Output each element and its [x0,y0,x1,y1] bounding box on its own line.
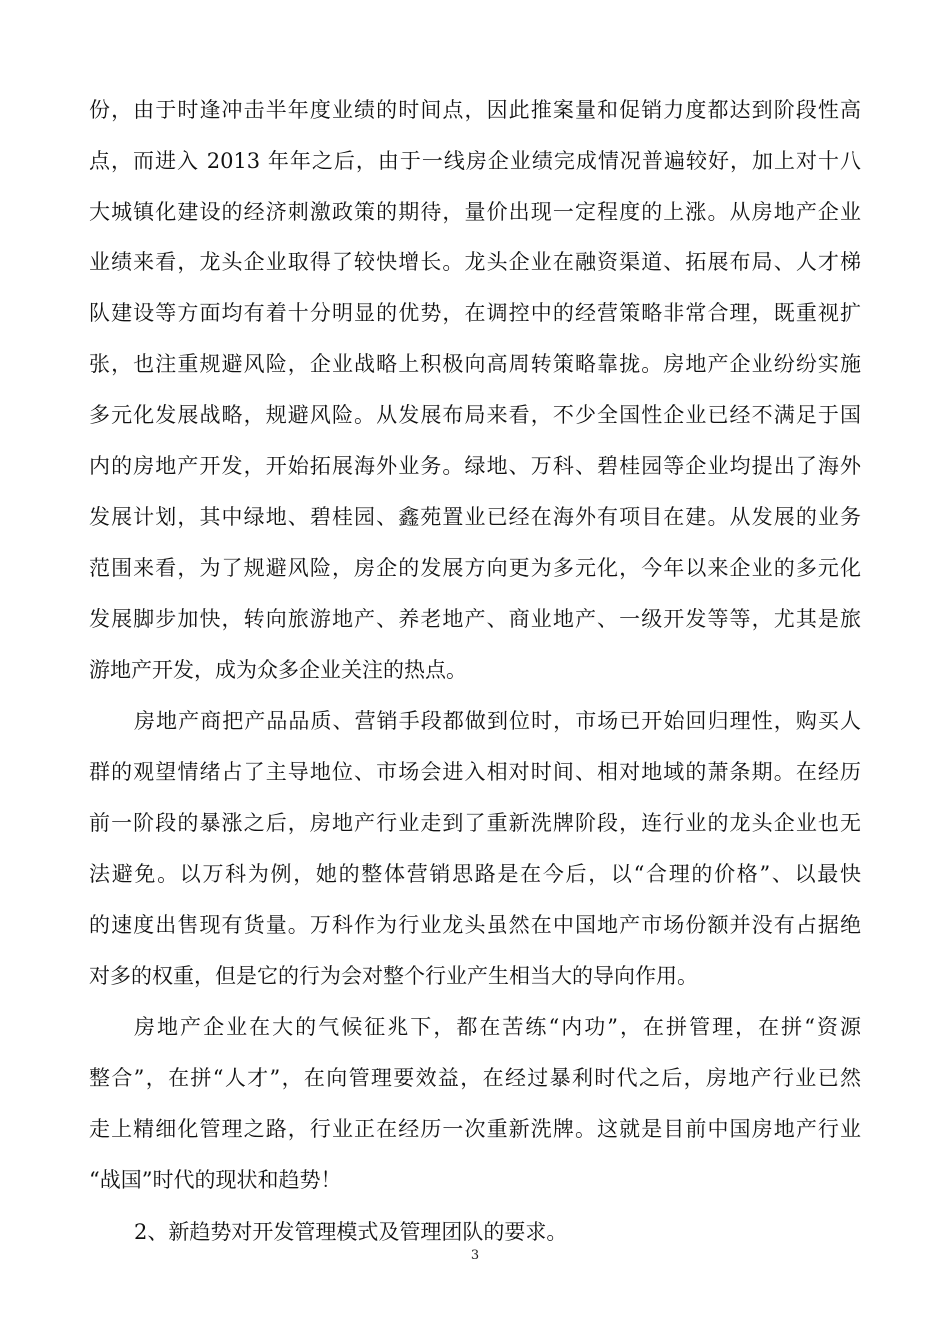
paragraph-2-line-1: 房地产商把产品品质、营销手段都做到位时，市场已开始回归理性，购买人 [134,709,861,733]
paragraph-1-line-4: 业绩来看，龙头企业取得了较快增长。龙头企业在融资渠道、拓展布局、人才梯 [89,250,861,274]
paragraph-1-line-11: 发展脚步加快，转向旅游地产、养老地产、商业地产、一级开发等等，尤其是旅 [89,607,861,631]
paragraph-3-line-2: 整合”，在拼“人才”，在向管理要效益，在经过暴利时代之后，房地产行业已然 [89,1066,861,1090]
paragraph-1-line-7: 多元化发展战略，规避风险。从发展布局来看，不少全国性企业已经不满足于国 [89,403,861,427]
paragraph-1-line-9: 发展计划，其中绿地、碧桂园、鑫苑置业已经在海外有项目在建。从发展的业务 [89,505,861,529]
paragraph-2-line-5: 的速度出售现有货量。万科作为行业龙头虽然在中国地产市场份额并没有占据绝 [89,913,861,937]
paragraph-2-line-4: 法避免。以万科为例，她的整体营销思路是在今后，以“合理的价格”、以最快 [89,862,861,886]
paragraph-2-line-6: 对多的权重，但是它的行为会对整个行业产生相当大的导向作用。 [89,964,698,988]
paragraph-3-line-1: 房地产企业在大的气候征兆下，都在苦练“内功”，在拼管理，在拼“资源 [134,1015,861,1039]
paragraph-1-line-10: 范围来看，为了规避风险，房企的发展方向更为多元化，今年以来企业的多元化 [89,556,861,580]
paragraph-1-line-1: 份，由于时逢冲击半年度业绩的时间点，因此推案量和促销力度都达到阶段性高 [89,98,861,122]
paragraph-3-line-3: 走上精细化管理之路，行业正在经历一次重新洗牌。这就是目前中国房地产行业 [89,1117,861,1141]
paragraph-3-line-4: “战国”时代的现状和趋势！ [89,1168,342,1192]
paragraph-2-line-2: 群的观望情绪占了主导地位、市场会进入相对时间、相对地域的萧条期。在经历 [89,760,861,784]
paragraph-1-line-6: 张，也注重规避风险，企业战略上积极向高周转策略靠拢。房地产企业纷纷实施 [89,352,861,376]
page-number: 3 [470,1248,480,1263]
paragraph-2-line-3: 前一阶段的暴涨之后，房地产行业走到了重新洗牌阶段，连行业的龙头企业也无 [89,811,861,835]
paragraph-1-line-5: 队建设等方面均有着十分明显的优势，在调控中的经营策略非常合理，既重视扩 [89,301,861,325]
paragraph-1-line-8: 内的房地产开发，开始拓展海外业务。绿地、万科、碧桂园等企业均提出了海外 [89,454,861,478]
paragraph-1-line-12: 游地产开发，成为众多企业关注的热点。 [89,658,467,682]
section-heading: 2、新趋势对开发管理模式及管理团队的要求。 [134,1220,568,1244]
paragraph-1-line-3: 大城镇化建设的经济刺激政策的期待，量价出现一定程度的上涨。从房地产企业 [89,200,861,224]
paragraph-1-line-2: 点，而进入 2013 年年之后，由于一线房企业绩完成情况普遍较好，加上对十八 [89,149,861,173]
